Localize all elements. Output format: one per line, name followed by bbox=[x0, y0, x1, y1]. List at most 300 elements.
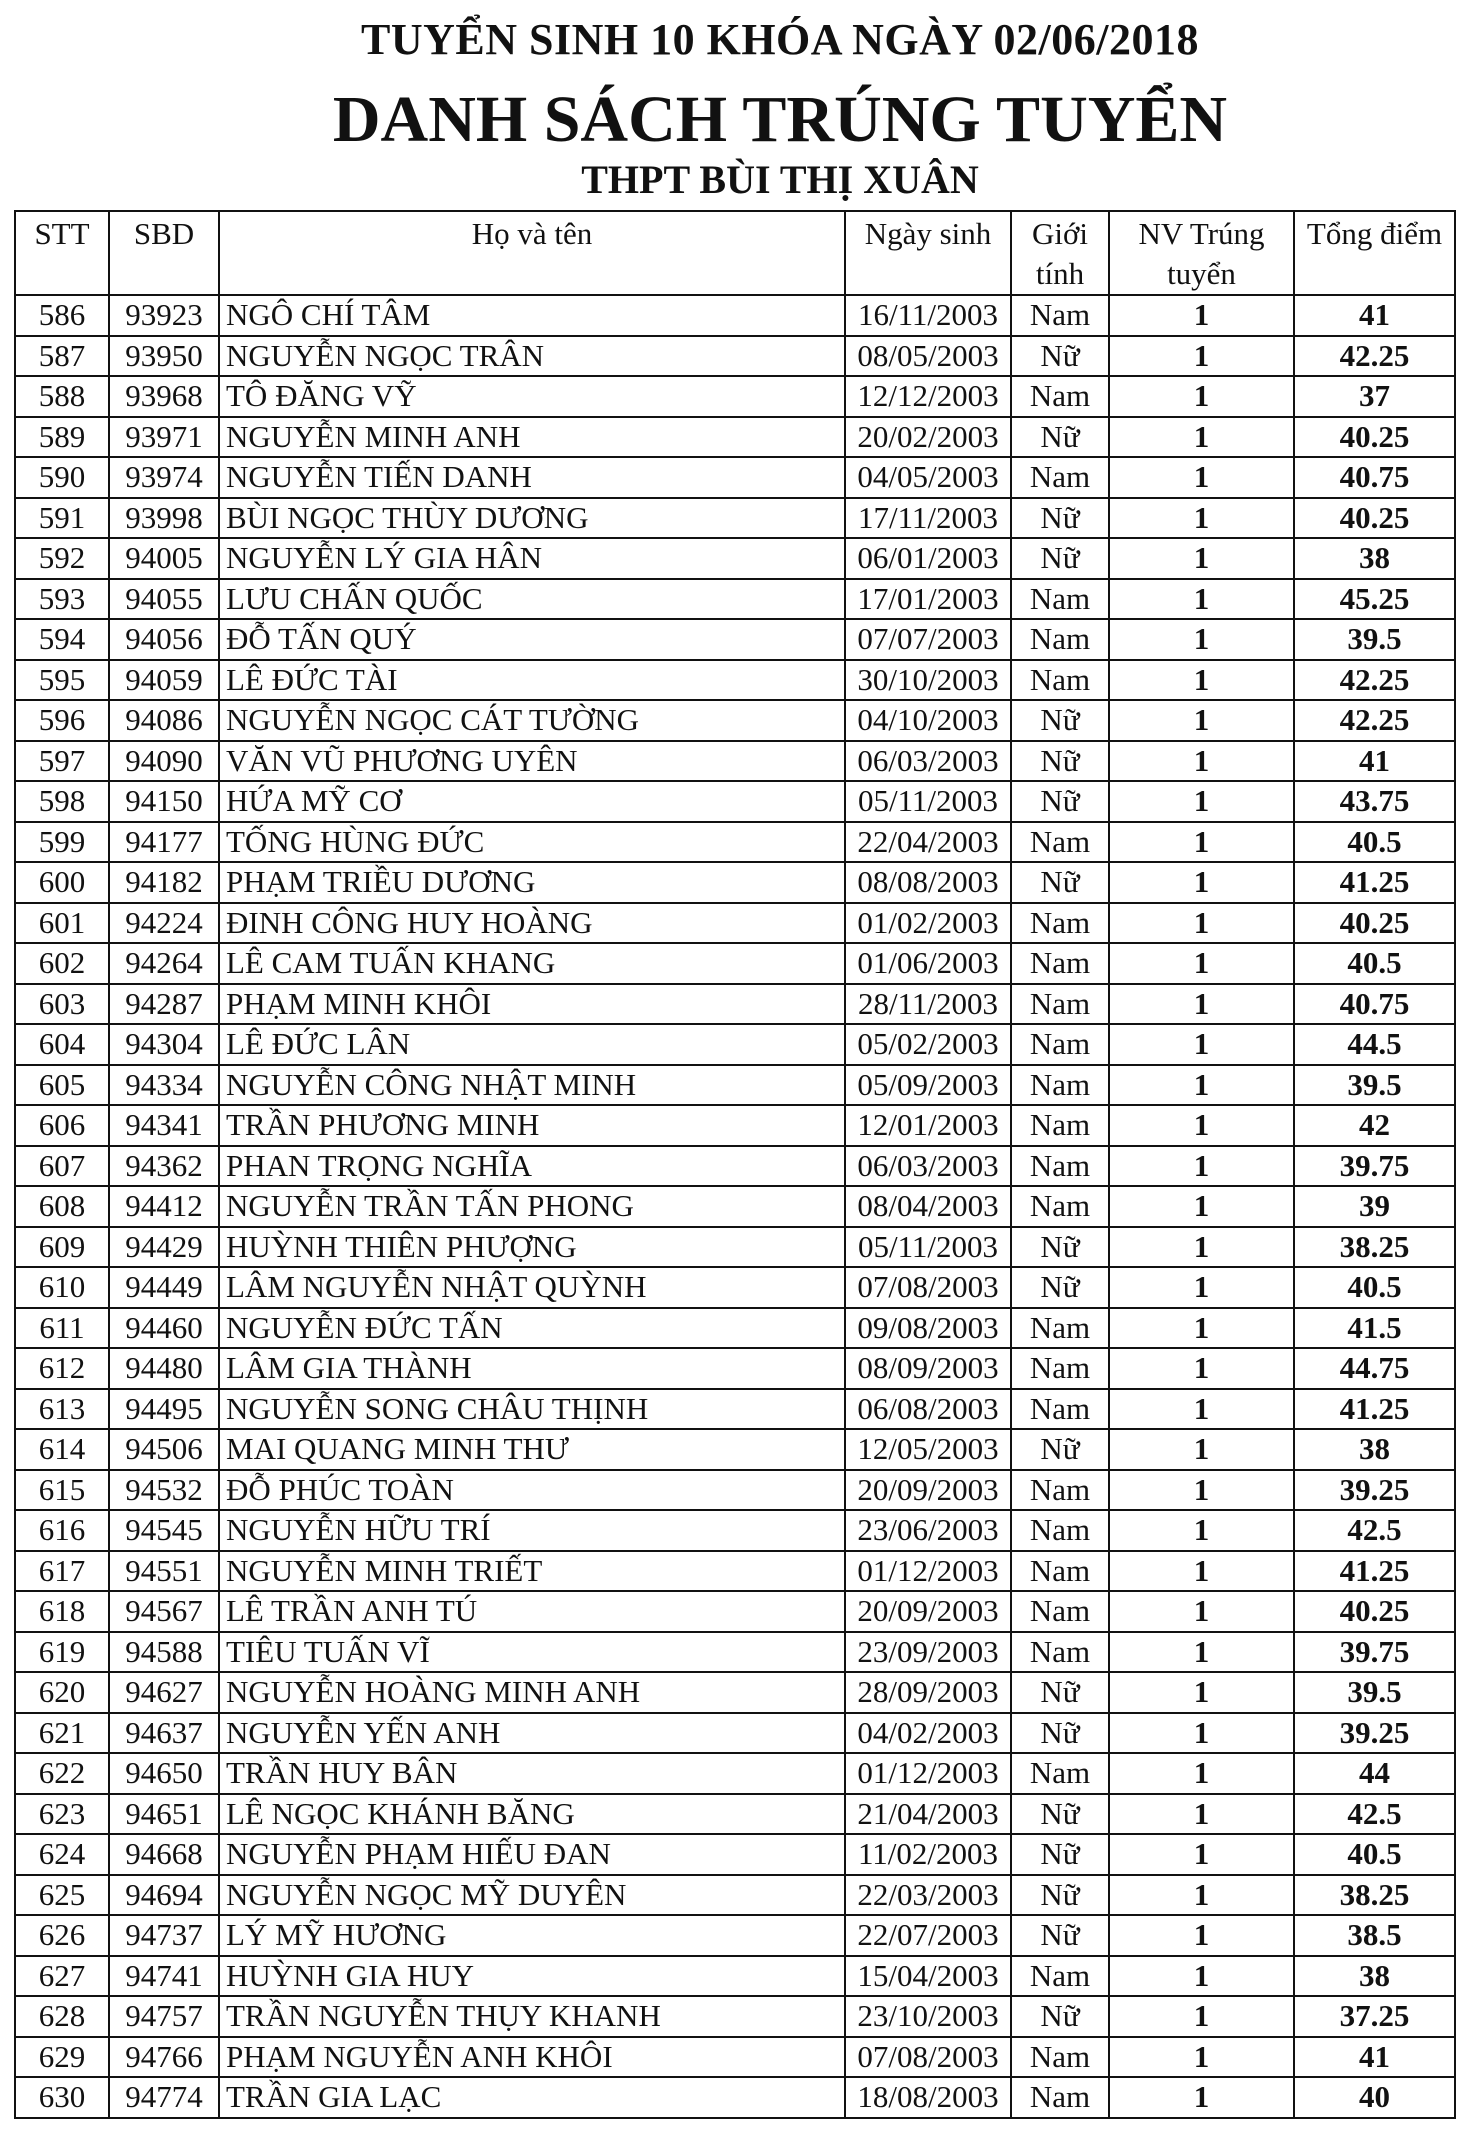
cell-dob: 07/07/2003 bbox=[845, 619, 1011, 660]
table-row bbox=[15, 1713, 1455, 1754]
cell-stt: 597 bbox=[15, 741, 109, 782]
cell-dob: 12/01/2003 bbox=[845, 1105, 1011, 1146]
cell-gender: Nữ bbox=[1011, 1227, 1109, 1268]
cell-score: 39 bbox=[1294, 1186, 1455, 1227]
table-row bbox=[15, 903, 1455, 944]
cell-gender: Nam bbox=[1011, 376, 1109, 417]
cell-nv: 1 bbox=[1109, 538, 1294, 579]
cell-sbd: 94460 bbox=[109, 1308, 219, 1349]
cell-sbd: 94059 bbox=[109, 660, 219, 701]
cell-nv: 1 bbox=[1109, 498, 1294, 539]
cell-dob: 30/10/2003 bbox=[845, 660, 1011, 701]
table-row bbox=[15, 943, 1455, 984]
cell-stt: 586 bbox=[15, 295, 109, 336]
cell-name: LÊ ĐỨC LÂN bbox=[219, 1024, 845, 1065]
cell-name: LƯU CHẤN QUỐC bbox=[219, 579, 845, 620]
cell-name: LÊ NGỌC KHÁNH BĂNG bbox=[219, 1794, 845, 1835]
cell-name: NGUYỄN SONG CHÂU THỊNH bbox=[219, 1389, 845, 1430]
cell-dob: 16/11/2003 bbox=[845, 295, 1011, 336]
cell-score: 40.75 bbox=[1294, 984, 1455, 1025]
cell-sbd: 94005 bbox=[109, 538, 219, 579]
cell-dob: 18/08/2003 bbox=[845, 2077, 1011, 2118]
cell-gender: Nữ bbox=[1011, 781, 1109, 822]
cell-nv: 1 bbox=[1109, 1308, 1294, 1349]
col-header-stt: STT bbox=[15, 211, 109, 295]
cell-score: 41 bbox=[1294, 295, 1455, 336]
cell-nv: 1 bbox=[1109, 1591, 1294, 1632]
table-row bbox=[15, 1429, 1455, 1470]
cell-gender: Nam bbox=[1011, 457, 1109, 498]
cell-gender: Nam bbox=[1011, 1632, 1109, 1673]
cell-name: LÝ MỸ HƯƠNG bbox=[219, 1915, 845, 1956]
cell-stt: 599 bbox=[15, 822, 109, 863]
cell-gender: Nữ bbox=[1011, 1267, 1109, 1308]
cell-score: 40.5 bbox=[1294, 943, 1455, 984]
table-row bbox=[15, 1794, 1455, 1835]
cell-score: 41 bbox=[1294, 741, 1455, 782]
cell-name: ĐỖ PHÚC TOÀN bbox=[219, 1470, 845, 1511]
cell-gender: Nam bbox=[1011, 1753, 1109, 1794]
cell-dob: 22/07/2003 bbox=[845, 1915, 1011, 1956]
cell-dob: 05/11/2003 bbox=[845, 781, 1011, 822]
cell-score: 42.25 bbox=[1294, 660, 1455, 701]
cell-sbd: 94668 bbox=[109, 1834, 219, 1875]
cell-stt: 618 bbox=[15, 1591, 109, 1632]
cell-nv: 1 bbox=[1109, 1672, 1294, 1713]
cell-stt: 596 bbox=[15, 700, 109, 741]
cell-stt: 600 bbox=[15, 862, 109, 903]
table-row bbox=[15, 1510, 1455, 1551]
cell-stt: 612 bbox=[15, 1348, 109, 1389]
cell-score: 38.5 bbox=[1294, 1915, 1455, 1956]
table-row bbox=[15, 295, 1455, 336]
cell-nv: 1 bbox=[1109, 1227, 1294, 1268]
cell-name: NGUYỄN PHẠM HIẾU ĐAN bbox=[219, 1834, 845, 1875]
cell-stt: 605 bbox=[15, 1065, 109, 1106]
table-row bbox=[15, 1105, 1455, 1146]
cell-gender: Nam bbox=[1011, 1024, 1109, 1065]
cell-gender: Nam bbox=[1011, 903, 1109, 944]
cell-dob: 17/11/2003 bbox=[845, 498, 1011, 539]
cell-stt: 616 bbox=[15, 1510, 109, 1551]
cell-score: 42.25 bbox=[1294, 700, 1455, 741]
cell-name: NGUYỄN MINH ANH bbox=[219, 417, 845, 458]
cell-name: NGUYỄN NGỌC CÁT TƯỜNG bbox=[219, 700, 845, 741]
cell-nv: 1 bbox=[1109, 1794, 1294, 1835]
cell-score: 39.5 bbox=[1294, 619, 1455, 660]
cell-nv: 1 bbox=[1109, 1510, 1294, 1551]
table-row bbox=[15, 1956, 1455, 1997]
cell-dob: 05/02/2003 bbox=[845, 1024, 1011, 1065]
cell-sbd: 94567 bbox=[109, 1591, 219, 1632]
cell-name: PHẠM NGUYỄN ANH KHÔI bbox=[219, 2037, 845, 2078]
cell-name: NGUYỄN MINH TRIẾT bbox=[219, 1551, 845, 1592]
cell-gender: Nữ bbox=[1011, 1672, 1109, 1713]
cell-nv: 1 bbox=[1109, 1834, 1294, 1875]
table-row bbox=[15, 1024, 1455, 1065]
cell-score: 38.25 bbox=[1294, 1875, 1455, 1916]
cell-stt: 607 bbox=[15, 1146, 109, 1187]
cell-sbd: 94650 bbox=[109, 1753, 219, 1794]
cell-dob: 04/05/2003 bbox=[845, 457, 1011, 498]
cell-dob: 06/08/2003 bbox=[845, 1389, 1011, 1430]
col-header-score: Tổng điểm bbox=[1294, 211, 1455, 295]
cell-nv: 1 bbox=[1109, 943, 1294, 984]
cell-score: 45.25 bbox=[1294, 579, 1455, 620]
cell-gender: Nam bbox=[1011, 984, 1109, 1025]
table-row bbox=[15, 619, 1455, 660]
cell-gender: Nam bbox=[1011, 943, 1109, 984]
cell-nv: 1 bbox=[1109, 376, 1294, 417]
cell-nv: 1 bbox=[1109, 1632, 1294, 1673]
cell-sbd: 94090 bbox=[109, 741, 219, 782]
cell-dob: 20/02/2003 bbox=[845, 417, 1011, 458]
cell-nv: 1 bbox=[1109, 1186, 1294, 1227]
cell-dob: 11/02/2003 bbox=[845, 1834, 1011, 1875]
cell-sbd: 94506 bbox=[109, 1429, 219, 1470]
table-row bbox=[15, 376, 1455, 417]
cell-score: 42.5 bbox=[1294, 1510, 1455, 1551]
cell-stt: 609 bbox=[15, 1227, 109, 1268]
cell-nv: 1 bbox=[1109, 1105, 1294, 1146]
cell-sbd: 94545 bbox=[109, 1510, 219, 1551]
cell-score: 39.5 bbox=[1294, 1672, 1455, 1713]
cell-stt: 617 bbox=[15, 1551, 109, 1592]
cell-stt: 610 bbox=[15, 1267, 109, 1308]
cell-sbd: 94449 bbox=[109, 1267, 219, 1308]
cell-gender: Nam bbox=[1011, 1591, 1109, 1632]
table-row bbox=[15, 700, 1455, 741]
cell-score: 40 bbox=[1294, 2077, 1455, 2118]
cell-nv: 1 bbox=[1109, 336, 1294, 377]
cell-gender: Nữ bbox=[1011, 1794, 1109, 1835]
cell-score: 40.75 bbox=[1294, 457, 1455, 498]
cell-stt: 626 bbox=[15, 1915, 109, 1956]
cell-nv: 1 bbox=[1109, 417, 1294, 458]
cell-stt: 629 bbox=[15, 2037, 109, 2078]
list-title: DANH SÁCH TRÚNG TUYỂN bbox=[332, 83, 1228, 156]
table-row bbox=[15, 1551, 1455, 1592]
cell-dob: 01/02/2003 bbox=[845, 903, 1011, 944]
table-row bbox=[15, 2077, 1455, 2118]
table-row bbox=[15, 417, 1455, 458]
cell-dob: 12/12/2003 bbox=[845, 376, 1011, 417]
cell-stt: 620 bbox=[15, 1672, 109, 1713]
cell-sbd: 94224 bbox=[109, 903, 219, 944]
cell-sbd: 94651 bbox=[109, 1794, 219, 1835]
cell-gender: Nam bbox=[1011, 2037, 1109, 2078]
cell-score: 37.25 bbox=[1294, 1996, 1455, 2037]
cell-name: NGUYỄN HỮU TRÍ bbox=[219, 1510, 845, 1551]
col-header-sbd: SBD bbox=[109, 211, 219, 295]
cell-name: NGUYỄN YẾN ANH bbox=[219, 1713, 845, 1754]
cell-sbd: 94412 bbox=[109, 1186, 219, 1227]
cell-score: 38.25 bbox=[1294, 1227, 1455, 1268]
table-row bbox=[15, 1470, 1455, 1511]
cell-nv: 1 bbox=[1109, 862, 1294, 903]
cell-sbd: 94480 bbox=[109, 1348, 219, 1389]
cell-name: LÊ TRẦN ANH TÚ bbox=[219, 1591, 845, 1632]
cell-nv: 1 bbox=[1109, 1713, 1294, 1754]
table-row bbox=[15, 538, 1455, 579]
cell-sbd: 94741 bbox=[109, 1956, 219, 1997]
table-body bbox=[15, 295, 1455, 2118]
table-row bbox=[15, 862, 1455, 903]
cell-sbd: 94362 bbox=[109, 1146, 219, 1187]
table-row bbox=[15, 579, 1455, 620]
cell-dob: 28/11/2003 bbox=[845, 984, 1011, 1025]
cell-sbd: 94694 bbox=[109, 1875, 219, 1916]
cell-dob: 01/12/2003 bbox=[845, 1551, 1011, 1592]
cell-stt: 630 bbox=[15, 2077, 109, 2118]
cell-sbd: 94774 bbox=[109, 2077, 219, 2118]
cell-dob: 08/08/2003 bbox=[845, 862, 1011, 903]
cell-name: PHẠM MINH KHÔI bbox=[219, 984, 845, 1025]
table-row bbox=[15, 1591, 1455, 1632]
cell-gender: Nữ bbox=[1011, 862, 1109, 903]
table-row bbox=[15, 1389, 1455, 1430]
cell-score: 44 bbox=[1294, 1753, 1455, 1794]
cell-dob: 28/09/2003 bbox=[845, 1672, 1011, 1713]
cell-name: MAI QUANG MINH THƯ bbox=[219, 1429, 845, 1470]
cell-name: TÔ ĐĂNG VỸ bbox=[219, 376, 845, 417]
cell-gender: Nam bbox=[1011, 1389, 1109, 1430]
cell-nv: 1 bbox=[1109, 1996, 1294, 2037]
cell-stt: 594 bbox=[15, 619, 109, 660]
cell-gender: Nam bbox=[1011, 2077, 1109, 2118]
table-row bbox=[15, 781, 1455, 822]
cell-score: 38 bbox=[1294, 1429, 1455, 1470]
cell-score: 40.5 bbox=[1294, 1267, 1455, 1308]
cell-name: TRẦN HUY BÂN bbox=[219, 1753, 845, 1794]
cell-gender: Nữ bbox=[1011, 1996, 1109, 2037]
cell-stt: 590 bbox=[15, 457, 109, 498]
cell-gender: Nam bbox=[1011, 579, 1109, 620]
cell-nv: 1 bbox=[1109, 1065, 1294, 1106]
cell-stt: 602 bbox=[15, 943, 109, 984]
cell-score: 41.5 bbox=[1294, 1308, 1455, 1349]
cell-dob: 09/08/2003 bbox=[845, 1308, 1011, 1349]
col-header-gender: Giới tính bbox=[1011, 211, 1109, 295]
cell-name: NGUYỄN NGỌC TRÂN bbox=[219, 336, 845, 377]
cell-name: LÊ ĐỨC TÀI bbox=[219, 660, 845, 701]
cell-gender: Nam bbox=[1011, 1105, 1109, 1146]
cell-nv: 1 bbox=[1109, 1429, 1294, 1470]
cell-gender: Nữ bbox=[1011, 700, 1109, 741]
cell-sbd: 94341 bbox=[109, 1105, 219, 1146]
cell-name: NGUYỄN ĐỨC TẤN bbox=[219, 1308, 845, 1349]
cell-gender: Nam bbox=[1011, 660, 1109, 701]
cell-dob: 08/04/2003 bbox=[845, 1186, 1011, 1227]
cell-dob: 01/12/2003 bbox=[845, 1753, 1011, 1794]
cell-nv: 1 bbox=[1109, 741, 1294, 782]
table-row bbox=[15, 2037, 1455, 2078]
cell-nv: 1 bbox=[1109, 903, 1294, 944]
cell-stt: 606 bbox=[15, 1105, 109, 1146]
cell-sbd: 94532 bbox=[109, 1470, 219, 1511]
cell-sbd: 94627 bbox=[109, 1672, 219, 1713]
cell-name: NGUYỄN HOÀNG MINH ANH bbox=[219, 1672, 845, 1713]
cell-dob: 06/03/2003 bbox=[845, 1146, 1011, 1187]
cell-dob: 05/09/2003 bbox=[845, 1065, 1011, 1106]
cell-name: NGÔ CHÍ TÂM bbox=[219, 295, 845, 336]
cell-nv: 1 bbox=[1109, 457, 1294, 498]
table-row bbox=[15, 1227, 1455, 1268]
cell-sbd: 94637 bbox=[109, 1713, 219, 1754]
cell-gender: Nữ bbox=[1011, 1875, 1109, 1916]
cell-dob: 22/03/2003 bbox=[845, 1875, 1011, 1916]
cell-sbd: 94551 bbox=[109, 1551, 219, 1592]
cell-nv: 1 bbox=[1109, 1348, 1294, 1389]
table-row bbox=[15, 457, 1455, 498]
cell-score: 37 bbox=[1294, 376, 1455, 417]
cell-name: HUỲNH GIA HUY bbox=[219, 1956, 845, 1997]
cell-stt: 619 bbox=[15, 1632, 109, 1673]
cell-dob: 23/10/2003 bbox=[845, 1996, 1011, 2037]
cell-nv: 1 bbox=[1109, 1146, 1294, 1187]
cell-score: 44.5 bbox=[1294, 1024, 1455, 1065]
cell-gender: Nam bbox=[1011, 1510, 1109, 1551]
cell-nv: 1 bbox=[1109, 1875, 1294, 1916]
cell-name: TỐNG HÙNG ĐỨC bbox=[219, 822, 845, 863]
cell-nv: 1 bbox=[1109, 1915, 1294, 1956]
table-row bbox=[15, 984, 1455, 1025]
cell-sbd: 94177 bbox=[109, 822, 219, 863]
cell-score: 42 bbox=[1294, 1105, 1455, 1146]
cell-dob: 07/08/2003 bbox=[845, 2037, 1011, 2078]
cell-name: HỨA MỸ CƠ bbox=[219, 781, 845, 822]
cell-stt: 627 bbox=[15, 1956, 109, 1997]
cell-nv: 1 bbox=[1109, 295, 1294, 336]
cell-stt: 613 bbox=[15, 1389, 109, 1430]
cell-score: 40.25 bbox=[1294, 498, 1455, 539]
table-row bbox=[15, 1996, 1455, 2037]
cell-score: 38 bbox=[1294, 538, 1455, 579]
col-header-nv: NV Trúng tuyển bbox=[1109, 211, 1294, 295]
cell-nv: 1 bbox=[1109, 1551, 1294, 1592]
cell-stt: 593 bbox=[15, 579, 109, 620]
cell-nv: 1 bbox=[1109, 619, 1294, 660]
cell-dob: 22/04/2003 bbox=[845, 822, 1011, 863]
cell-dob: 05/11/2003 bbox=[845, 1227, 1011, 1268]
cell-stt: 621 bbox=[15, 1713, 109, 1754]
cell-sbd: 93950 bbox=[109, 336, 219, 377]
cell-stt: 595 bbox=[15, 660, 109, 701]
cell-name: ĐỖ TẤN QUÝ bbox=[219, 619, 845, 660]
cell-gender: Nam bbox=[1011, 619, 1109, 660]
cell-score: 38 bbox=[1294, 1956, 1455, 1997]
cell-nv: 1 bbox=[1109, 1753, 1294, 1794]
col-header-name: Họ và tên bbox=[219, 211, 845, 295]
cell-score: 40.25 bbox=[1294, 417, 1455, 458]
cell-stt: 622 bbox=[15, 1753, 109, 1794]
cell-stt: 587 bbox=[15, 336, 109, 377]
cell-dob: 23/06/2003 bbox=[845, 1510, 1011, 1551]
cell-name: TIÊU TUẤN VĨ bbox=[219, 1632, 845, 1673]
cell-name: VĂN VŨ PHƯƠNG UYÊN bbox=[219, 741, 845, 782]
cell-nv: 1 bbox=[1109, 1389, 1294, 1430]
cell-sbd: 94086 bbox=[109, 700, 219, 741]
cell-gender: Nữ bbox=[1011, 741, 1109, 782]
cell-nv: 1 bbox=[1109, 2037, 1294, 2078]
cell-nv: 1 bbox=[1109, 984, 1294, 1025]
table-row bbox=[15, 1672, 1455, 1713]
cell-sbd: 93974 bbox=[109, 457, 219, 498]
cell-stt: 601 bbox=[15, 903, 109, 944]
cell-gender: Nam bbox=[1011, 1146, 1109, 1187]
table-row bbox=[15, 498, 1455, 539]
cell-stt: 628 bbox=[15, 1996, 109, 2037]
table-row bbox=[15, 1065, 1455, 1106]
cell-gender: Nữ bbox=[1011, 1915, 1109, 1956]
cell-sbd: 94304 bbox=[109, 1024, 219, 1065]
cell-score: 39.25 bbox=[1294, 1470, 1455, 1511]
cell-sbd: 94737 bbox=[109, 1915, 219, 1956]
cell-score: 42.25 bbox=[1294, 336, 1455, 377]
cell-gender: Nữ bbox=[1011, 498, 1109, 539]
cell-sbd: 94056 bbox=[109, 619, 219, 660]
cell-nv: 1 bbox=[1109, 660, 1294, 701]
cell-name: BÙI NGỌC THÙY DƯƠNG bbox=[219, 498, 845, 539]
cell-sbd: 94495 bbox=[109, 1389, 219, 1430]
table-row bbox=[15, 1348, 1455, 1389]
cell-gender: Nữ bbox=[1011, 538, 1109, 579]
cell-sbd: 93923 bbox=[109, 295, 219, 336]
cell-stt: 625 bbox=[15, 1875, 109, 1916]
cell-score: 39.75 bbox=[1294, 1632, 1455, 1673]
cell-sbd: 94055 bbox=[109, 579, 219, 620]
cell-score: 41.25 bbox=[1294, 1389, 1455, 1430]
cell-sbd: 94757 bbox=[109, 1996, 219, 2037]
table-row bbox=[15, 1267, 1455, 1308]
cell-gender: Nam bbox=[1011, 822, 1109, 863]
cell-name: LÂM GIA THÀNH bbox=[219, 1348, 845, 1389]
cell-stt: 614 bbox=[15, 1429, 109, 1470]
cell-nv: 1 bbox=[1109, 1470, 1294, 1511]
cell-score: 42.5 bbox=[1294, 1794, 1455, 1835]
cell-nv: 1 bbox=[1109, 1956, 1294, 1997]
cell-name: TRẦN PHƯƠNG MINH bbox=[219, 1105, 845, 1146]
cell-nv: 1 bbox=[1109, 579, 1294, 620]
cell-nv: 1 bbox=[1109, 1267, 1294, 1308]
cell-stt: 611 bbox=[15, 1308, 109, 1349]
cell-dob: 23/09/2003 bbox=[845, 1632, 1011, 1673]
cell-gender: Nam bbox=[1011, 1956, 1109, 1997]
cell-sbd: 94150 bbox=[109, 781, 219, 822]
cell-name: LÊ CAM TUẤN KHANG bbox=[219, 943, 845, 984]
cell-gender: Nữ bbox=[1011, 1429, 1109, 1470]
cell-stt: 624 bbox=[15, 1834, 109, 1875]
table-row bbox=[15, 1915, 1455, 1956]
cell-sbd: 94264 bbox=[109, 943, 219, 984]
cell-sbd: 94766 bbox=[109, 2037, 219, 2078]
cell-dob: 15/04/2003 bbox=[845, 1956, 1011, 1997]
cell-stt: 592 bbox=[15, 538, 109, 579]
table-row bbox=[15, 1308, 1455, 1349]
cell-dob: 06/01/2003 bbox=[845, 538, 1011, 579]
cell-name: NGUYỄN TIẾN DANH bbox=[219, 457, 845, 498]
col-header-dob: Ngày sinh bbox=[845, 211, 1011, 295]
cell-stt: 591 bbox=[15, 498, 109, 539]
cell-score: 40.25 bbox=[1294, 1591, 1455, 1632]
cell-nv: 1 bbox=[1109, 2077, 1294, 2118]
cell-dob: 04/10/2003 bbox=[845, 700, 1011, 741]
cell-gender: Nữ bbox=[1011, 1834, 1109, 1875]
cell-name: ĐINH CÔNG HUY HOÀNG bbox=[219, 903, 845, 944]
cell-nv: 1 bbox=[1109, 781, 1294, 822]
cell-gender: Nữ bbox=[1011, 1713, 1109, 1754]
cell-gender: Nữ bbox=[1011, 336, 1109, 377]
